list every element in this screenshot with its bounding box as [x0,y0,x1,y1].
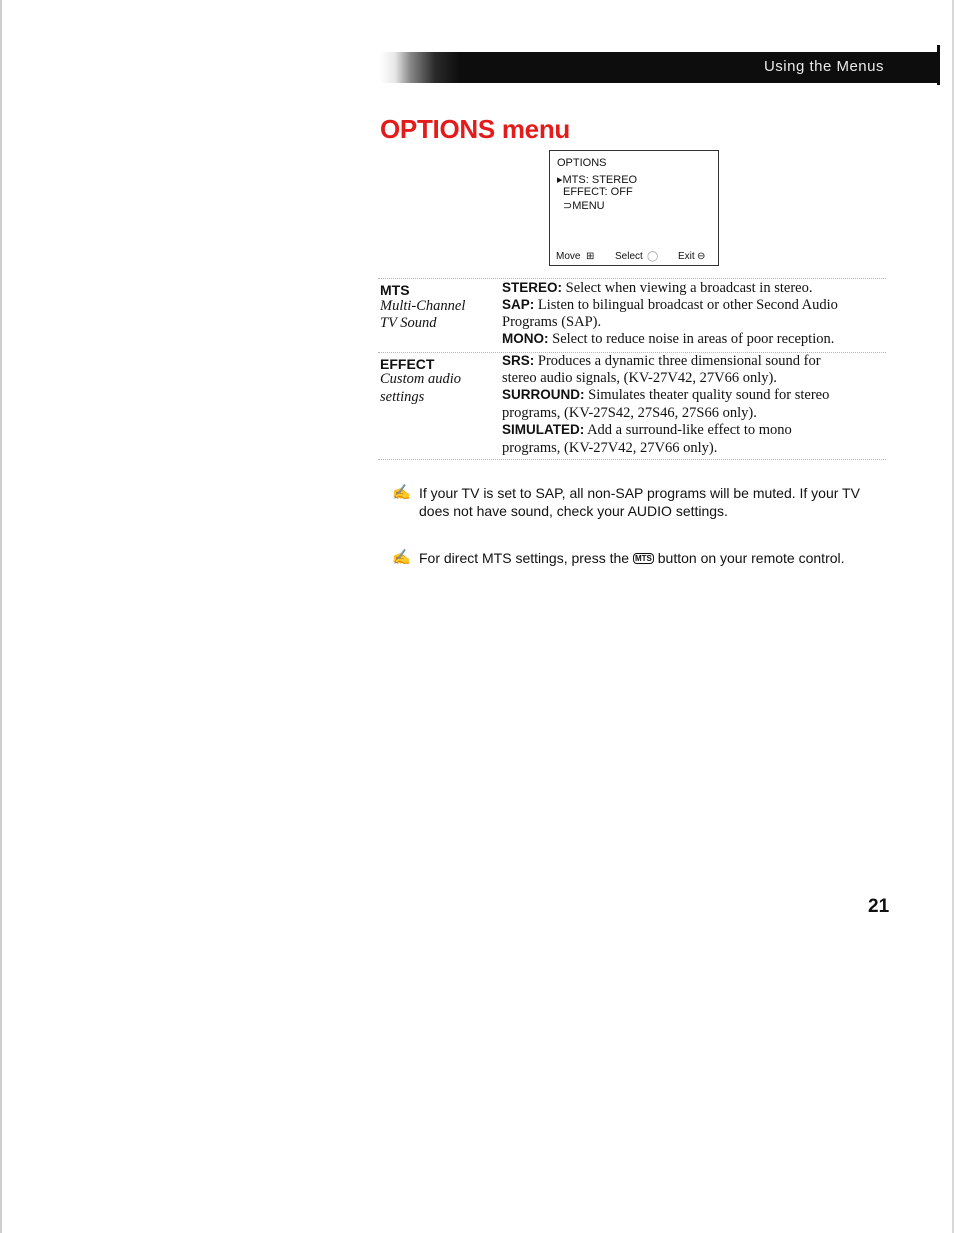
desc-mono: MONO: Select to reduce noise in areas of poor reception. [502,331,835,347]
osd-item-effect: EFFECT: OFF [563,186,633,198]
term-effect: EFFECT [380,356,435,372]
pencil-note-icon: ✍ [392,484,411,501]
desc-srs-cont: stereo audio signals, (KV-27V42, 27V66 only). [502,370,777,386]
page-title: OPTIONS menu [380,114,570,144]
running-header-bar [380,52,940,83]
subtitle-effect-line-1: Custom audio [380,371,461,387]
note-sap-text: If your TV is set to SAP, all non-SAP programs will be muted. If your TV does not have sound, check your AUDIO settings. [419,485,860,519]
osd-select-label: Select [615,251,643,262]
osd-move-label: Move [556,251,581,262]
subtitle-mts-line-1: Multi-Channel [380,298,466,314]
mts-button-icon: MTS [634,554,652,563]
subtitle-mts-line-2: TV Sound [380,315,437,331]
desc-simulated: SIMULATED: Add a surround-like effect to mono [502,422,792,438]
desc-surround-cont: programs, (KV-27S42, 27S46, 27S66 only). [502,405,757,421]
osd-item-menu: ⊃MENU [563,200,605,212]
osd-item-mts: ▸MTS: STEREO [557,174,638,186]
section-mts [378,278,886,353]
desc-stereo: STEREO: Select when viewing a broadcast in stereo. [502,280,813,296]
table-bottom-rule [378,459,886,460]
pencil-note-icon: ✍ [392,549,411,566]
term-mts: MTS [380,282,410,298]
move-arrows-icon: ⊞ [586,251,595,262]
desc-simulated-cont: programs, (KV-27V42, 27V66 only). [502,440,718,456]
header-edge-tab [937,45,940,85]
select-button-icon: ◯ [647,251,659,262]
osd-footer [550,250,718,265]
subtitle-effect-line-2: settings [380,389,425,405]
desc-sap: SAP: Listen to bilingual broadcast or other Second Audio [502,297,838,313]
osd-menu-title: OPTIONS [557,157,607,169]
section-effect [378,352,886,460]
options-menu-screen [549,150,719,266]
page-number: 21 [868,896,890,917]
desc-srs: SRS: Produces a dynamic three dimensional sound for [502,353,821,369]
osd-exit-label: Exit [678,251,695,262]
note-mts-text: For direct MTS settings, press the MTS button on your remote control. [419,550,845,566]
menu-button-icon: ⊖ [697,251,706,262]
running-header-title: Using the Menus [763,58,884,75]
desc-sap-cont: Programs (SAP). [502,314,602,330]
desc-surround: SURROUND: Simulates theater quality sound for stereo [502,387,830,403]
page-left-edge [0,0,2,1233]
